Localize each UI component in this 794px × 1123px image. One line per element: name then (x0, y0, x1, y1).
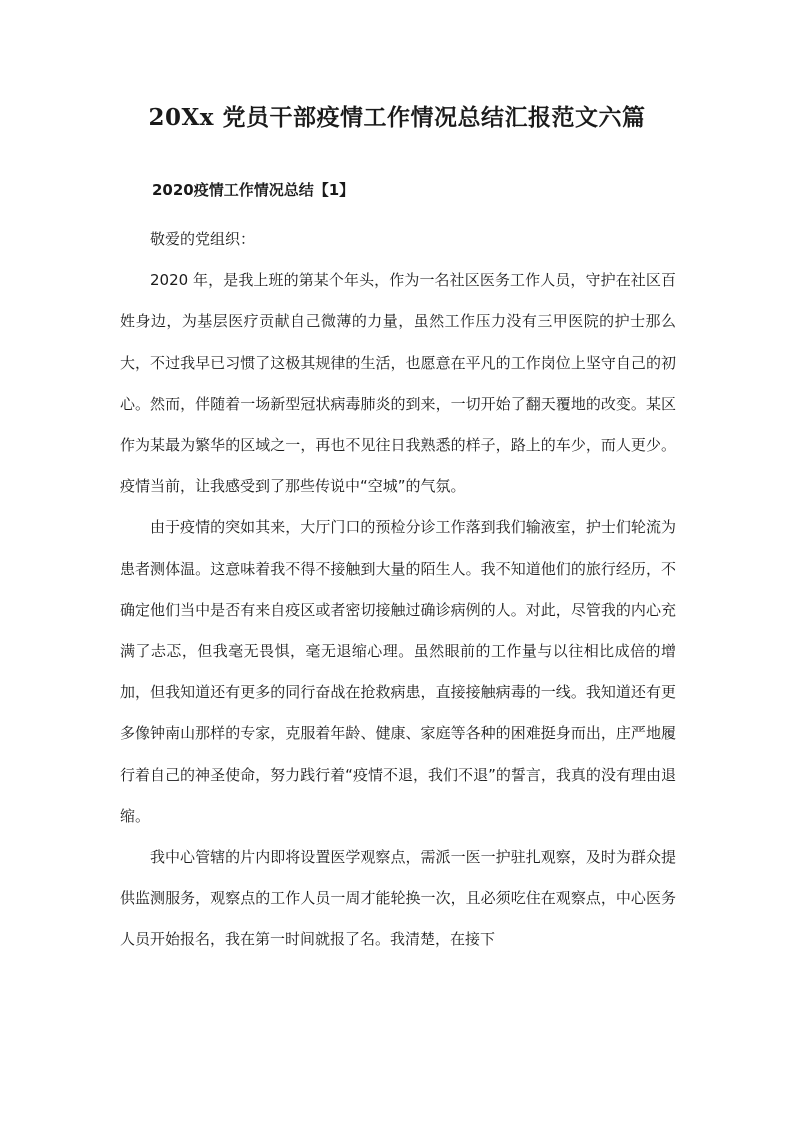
paragraph-1: 2020 年，是我上班的第某个年头，作为一名社区医务工作人员，守护在社区百姓身边，为基层医疗贡献自己微薄的力量，虽然工作压力没有三甲医院的护士那么大，不过我早已习惯了这极其规律的生活，也愿意在平凡的工作岗位上坚守自己的初心。然而，伴随着一场新型冠状病毒肺炎的到来，一切开始了翻天覆地的改变。某区作为某最为繁华的区域之一，再也不见往日我熟悉的样子，路上的车少，而人更少。疫情当前，让我感受到了那些传说中“空城”的气氛。 (120, 271, 676, 496)
paragraph-3: 我中心管辖的片内即将设置医学观察点，需派一医一护驻扎观察，及时为群众提供监测服务，观察点的工作人员一周才能轮换一次，且必须吃住在观察点，中心医务人员开始报名，我在第一时间就报了名。我清楚，在接下 (120, 848, 676, 949)
document-title: 20Xx 党员干部疫情工作情况总结汇报范文六篇 (148, 104, 646, 131)
salutation: 敬爱的党组织： (150, 230, 256, 248)
paragraph-2: 由于疫情的突如其来，大厅门口的预检分诊工作落到我们输液室，护士们轮流为患者测体温。这意味着我不得不接触到大量的陌生人。我不知道他们的旅行经历，不确定他们当中是否有来自疫区或者密切接触过确诊病例的人。对此，尽管我的内心充满了忐忑，但我毫无畏惧，毫无退缩心理。虽然眼前的工作量与以往相比成倍的增加，但我知道还有更多的同行奋战在抢救病患，直接接触病毒的一线。我知道还有更多像钟南山那样的专家，克服着年龄、健康、家庭等各种的困难挺身而出，庄严地履行着自己的神圣使命，努力践行着“疫情不退，我们不退”的誓言，我真的没有理由退缩。 (120, 518, 676, 825)
section-heading: 2020疫情工作情况总结【1】 (152, 181, 355, 199)
document-body (120, 219, 676, 961)
